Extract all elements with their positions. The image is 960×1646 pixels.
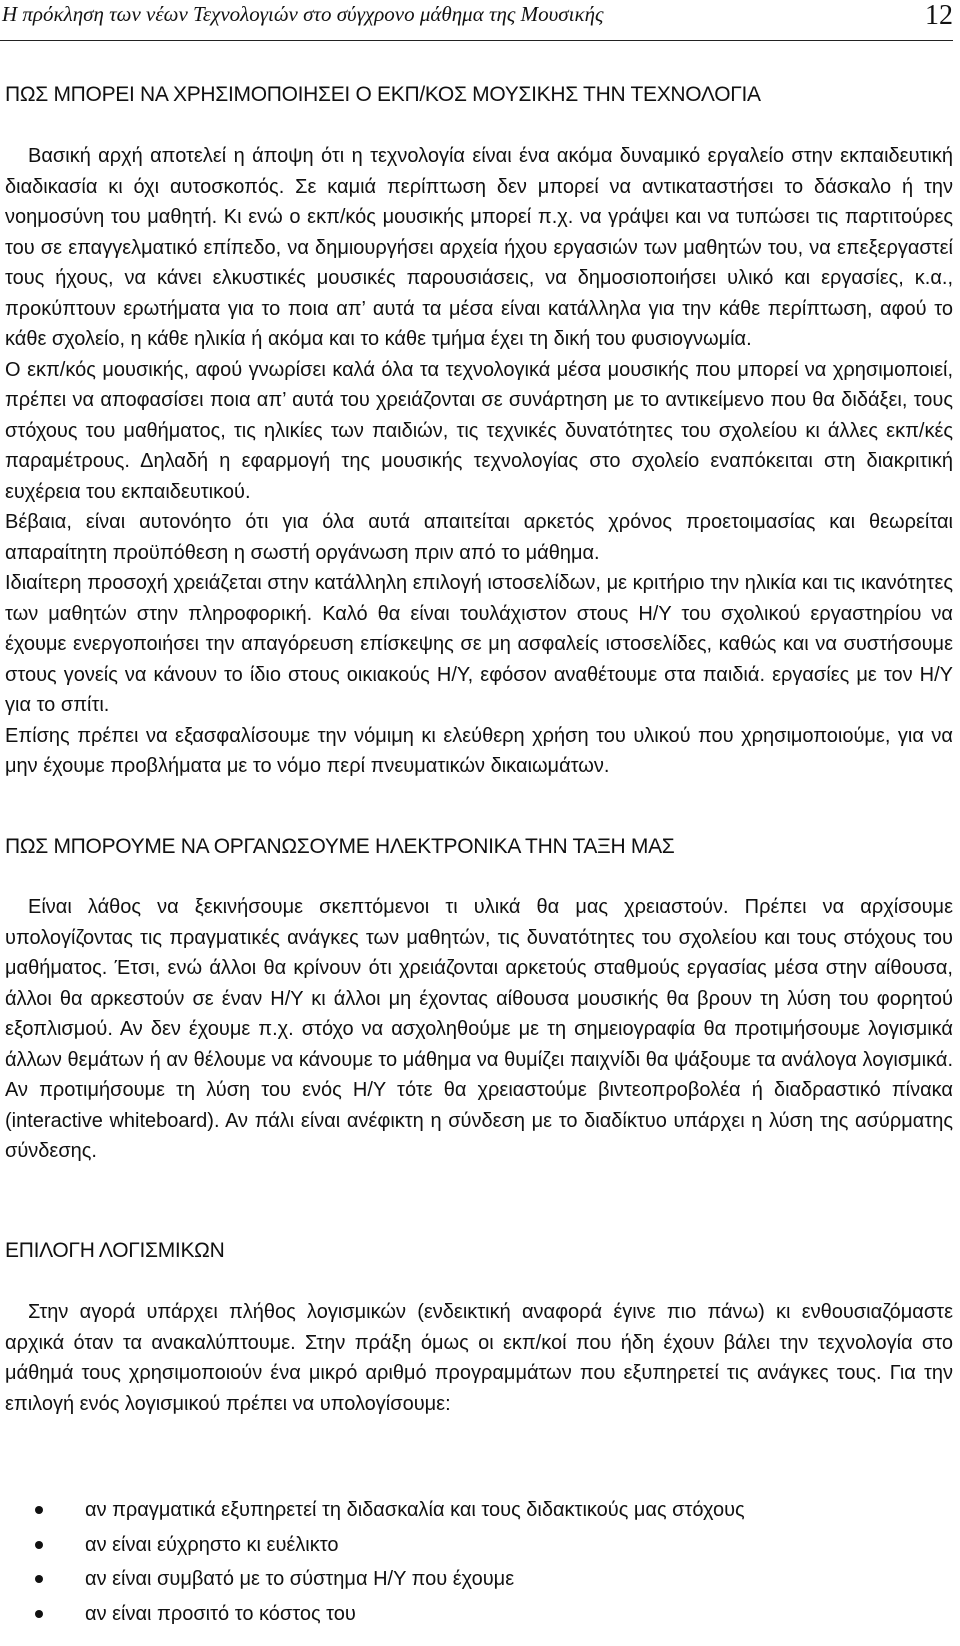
running-title: Η πρόκληση των νέων Τεχνολογιών στο σύγχρονο μάθημα της Μουσικής — [2, 2, 604, 26]
page-header — [0, 0, 953, 40]
section-heading-software: ΕΠΙΛΟΓΗ ΛΟΓΙΣΜΙΚΩΝ — [5, 1239, 225, 1262]
list-item: αν είναι εύχρηστο κι ευέλικτο — [35, 1528, 935, 1563]
paragraph: Είναι λάθος να ξεκινήσουμε σκεπτόμενοι τι υλικά θα μας χρειαστούν. Πρέπει να αρχίσουμε υπολογίζοντας τις πραγματικές ανάγκες των μαθητών, τις δυνατότητες του σχολείου και τους στόχους του μαθήματος. Έτσι, ενώ άλλοι θα κρίνουν ότι χρειάζονται αρκετούς σταθμούς εργασίας μέσα στην αίθουσα, άλλοι θα αρκεστούν σε έναν Η/Υ κι άλλοι μη έχοντας αίθουσα μουσικής θα βρουν τη λύση του φορητού εξοπλισμού. Αν δεν έχουμε π.χ. στόχο να ασχοληθούμε με τη σημειογραφία θα προτιμήσουμε λογισμικά άλλων θεμάτων ή αν θέλουμε να κάνουμε το μάθημα να θυμίζει παιχνίδι θα ψάξουμε τα ανάλογα λογισμικά. Αν προτιμήσουμε τη λύση του ενός Η/Υ τότε θα χρειαστούμε βιντεοπροβολέα ή διαδραστικό πίνακα (interactive whiteboard). Αν πάλι είναι ανέφικτη η σύνδεση με το διαδίκτυο υπάρχει η λύση της ασύρματης σύνδεσης. — [5, 896, 953, 1162]
list-item: αν πραγματικά εξυπηρετεί τη διδασκαλία και τους διδακτικούς μας στόχους — [35, 1493, 935, 1528]
paragraph: Βέβαια, είναι αυτονόητο ότι για όλα αυτά απαιτείται αρκετός χρόνος προετοιμασίας και θεωρείται απαραίτητη προϋπόθεση η σωστή οργάνωση πριν από το μάθημα. — [5, 511, 953, 564]
section-heading-technology: ΠΩΣ ΜΠΟΡΕΙ ΝΑ ΧΡΗΣΙΜΟΠΟΙΗΣΕΙ Ο ΕΚΠ/ΚΟΣ ΜΟΥΣΙΚΗΣ ΤΗΝ ΤΕΧΝΟΛΟΓΙΑ — [5, 83, 761, 106]
section-body-software — [5, 1297, 953, 1419]
paragraph: Ιδιαίτερη προσοχή χρειάζεται στην κατάλληλη επιλογή ιστοσελίδων, με κριτήριο την ηλικία και τις ικανότητες των μαθητών στην πληροφορική. Καλό θα είναι τουλάχιστον στους Η/Υ του σχολικού εργαστηρίου να έχουμε ενεργοποιήσει την απαγόρευση επίσκεψης σε μη ασφαλείς ιστοσελίδες, καθώς και να συστήσουμε στους γονείς να κάνουν το ίδιο στους οικιακούς Η/Υ, εφόσον αναθέτουμε στα παιδιά. εργασίες με τον Η/Υ για το σπίτι. — [5, 572, 953, 716]
paragraph: Βασική αρχή αποτελεί η άποψη ότι η τεχνολογία είναι ένα ακόμα δυναμικό εργαλείο στην εκπαιδευτική διαδικασία κι όχι αυτοσκοπός. Σε καμιά περίπτωση δεν μπορεί να αντικαταστήσει το δάσκαλο ή την νοημοσύνη του μαθητή. Κι ενώ ο εκπ/κός μουσικής μπορεί π.χ. να γράψει και να τυπώσει τις παρτιτούρες του σε επαγγελματικό επίπεδο, να δημιουργήσει αρχεία ήχου εργασιών των μαθητών του, να επεξεργαστεί τους ήχους, να κάνει ελκυστικές μουσικές παρουσιάσεις, να δημοσιοποιήσει υλικό και εργασίες, κ.α., προκύπτουν ερωτήματα για το ποια απ’ αυτά τα μέσα είναι κατάλληλα για την κάθε περίπτωση, αφού το κάθε σχολείο, η κάθε ηλικία ή ακόμα και το κάθε τμήμα έχει τη δική του φυσιογνωμία. — [5, 145, 953, 350]
page-number: 12 — [925, 0, 953, 31]
paragraph: Επίσης πρέπει να εξασφαλίσουμε την νόμιμη κι ελεύθερη χρήση του υλικού που χρησιμοποιούμε, για να μην έχουμε προβλήματα με το νόμο περί πνευματικών δικαιωμάτων. — [5, 724, 953, 777]
paragraph: Στην αγορά υπάρχει πλήθος λογισμικών (ενδεικτική αναφορά έγινε πιο πάνω) κι ενθουσιαζόμαστε αρχικά όταν τα ανακαλύπτουμε. Στην πράξη όμως οι εκπ/κοί που ήδη έχουν βάλει την τεχνολογία στο μάθημά τους χρησιμοποιούν ένα μικρό αριθμό προγραμμάτων που εξυπηρετεί τις ανάγκες τους. Για την επιλογή ενός λογισμικού πρέπει να υπολογίσουμε: — [5, 1301, 953, 1415]
criteria-list — [35, 1493, 935, 1631]
section-body-technology — [5, 141, 953, 782]
header-divider — [0, 40, 953, 41]
section-heading-classroom: ΠΩΣ ΜΠΟΡΟΥΜΕ ΝΑ ΟΡΓΑΝΩΣΟΥΜΕ ΗΛΕΚΤΡΟΝΙΚΑ ΤΗΝ ΤΑΞΗ ΜΑΣ — [5, 835, 675, 858]
list-item: αν είναι προσιτό το κόστος του — [35, 1597, 935, 1632]
section-body-classroom — [5, 892, 953, 1167]
paragraph: Ο εκπ/κός μουσικής, αφού γνωρίσει καλά όλα τα τεχνολογικά μέσα μουσικής που μπορεί να χρησιμοποιεί, πρέπει να αποφασίσει ποια απ’ αυτά του χρειάζονται σε συνάρτηση με το αντικείμενο που θα διδάξει, τους στόχους του μαθήματος, τις ηλικίες των παιδιών, τις τεχνικές δυνατότητες του σχολείου κι άλλες εκπ/κές παραμέτρους. Δηλαδή η εφαρμογή της μουσικής τεχνολογίας στο σχολείο εναπόκειται στη διακριτική ευχέρεια του εκπαιδευτικού. — [5, 358, 953, 503]
list-item: αν είναι συμβατό με το σύστημα Η/Υ που έχουμε — [35, 1562, 935, 1597]
